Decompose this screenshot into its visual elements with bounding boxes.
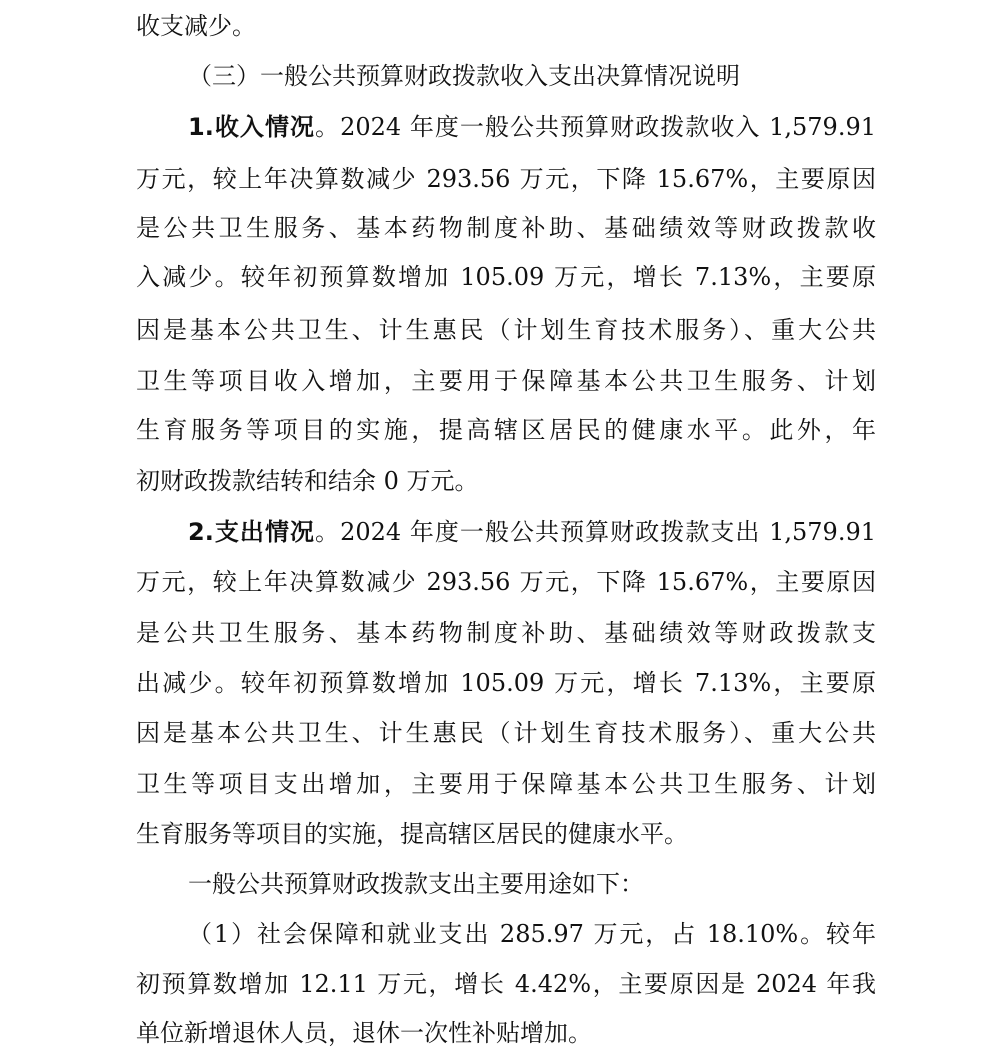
paragraph-line: 是公共卫生服务、基本药物制度补助、基础绩效等财政拨款收 (136, 214, 876, 242)
paragraph-line: 初财政拨款结转和结余 0 万元。 (136, 467, 479, 495)
expense-heading: 2.支出情况 (188, 518, 316, 546)
paragraph-line: 万元，较上年决算数减少 293.56 万元，下降 15.67%，主要原因 (136, 568, 876, 596)
paragraph-line: 卫生等项目收入增加，主要用于保障基本公共卫生服务、计划 (136, 367, 876, 395)
income-paragraph-first-line: 1.收入情况。2024 年度一般公共预算财政拨款收入 1,579.91 (188, 113, 876, 141)
paragraph-line: 生育服务等项目的实施，提高辖区居民的健康水平。此外，年 (136, 416, 876, 444)
paragraph-line: 因是基本公共卫生、计生惠民（计划生育技术服务）、重大公共 (136, 719, 876, 747)
expense-paragraph-first-line: 2.支出情况。2024 年度一般公共预算财政拨款支出 1,579.91 (188, 518, 876, 546)
paragraph-line: （1）社会保障和就业支出 285.97 万元，占 18.10%。较年 (188, 920, 876, 948)
paragraph-line: 因是基本公共卫生、计生惠民（计划生育技术服务）、重大公共 (136, 316, 876, 344)
paragraph-line: 卫生等项目支出增加，主要用于保障基本公共卫生服务、计划 (136, 770, 876, 798)
paragraph-line: 一般公共预算财政拨款支出主要用途如下： (188, 870, 644, 898)
paragraph-line: 生育服务等项目的实施，提高辖区居民的健康水平。 (136, 820, 688, 848)
paragraph-line: 单位新增退休人员，退休一次性补贴增加。 (136, 1019, 592, 1047)
paragraph-line: 初预算数增加 12.11 万元，增长 4.42%，主要原因是 2024 年我 (136, 970, 876, 998)
income-heading: 1.收入情况 (188, 113, 316, 141)
section-heading: （三）一般公共预算财政拨款收入支出决算情况说明 (188, 62, 740, 90)
paragraph-line: 收支减少。 (136, 12, 256, 40)
paragraph-line: 万元，较上年决算数减少 293.56 万元，下降 15.67%，主要原因 (136, 165, 876, 193)
paragraph-line: 是公共卫生服务、基本药物制度补助、基础绩效等财政拨款支 (136, 619, 876, 647)
paragraph-line: 出减少。较年初预算数增加 105.09 万元，增长 7.13%，主要原 (136, 669, 876, 697)
paragraph-line: 入减少。较年初预算数增加 105.09 万元，增长 7.13%，主要原 (136, 263, 876, 291)
